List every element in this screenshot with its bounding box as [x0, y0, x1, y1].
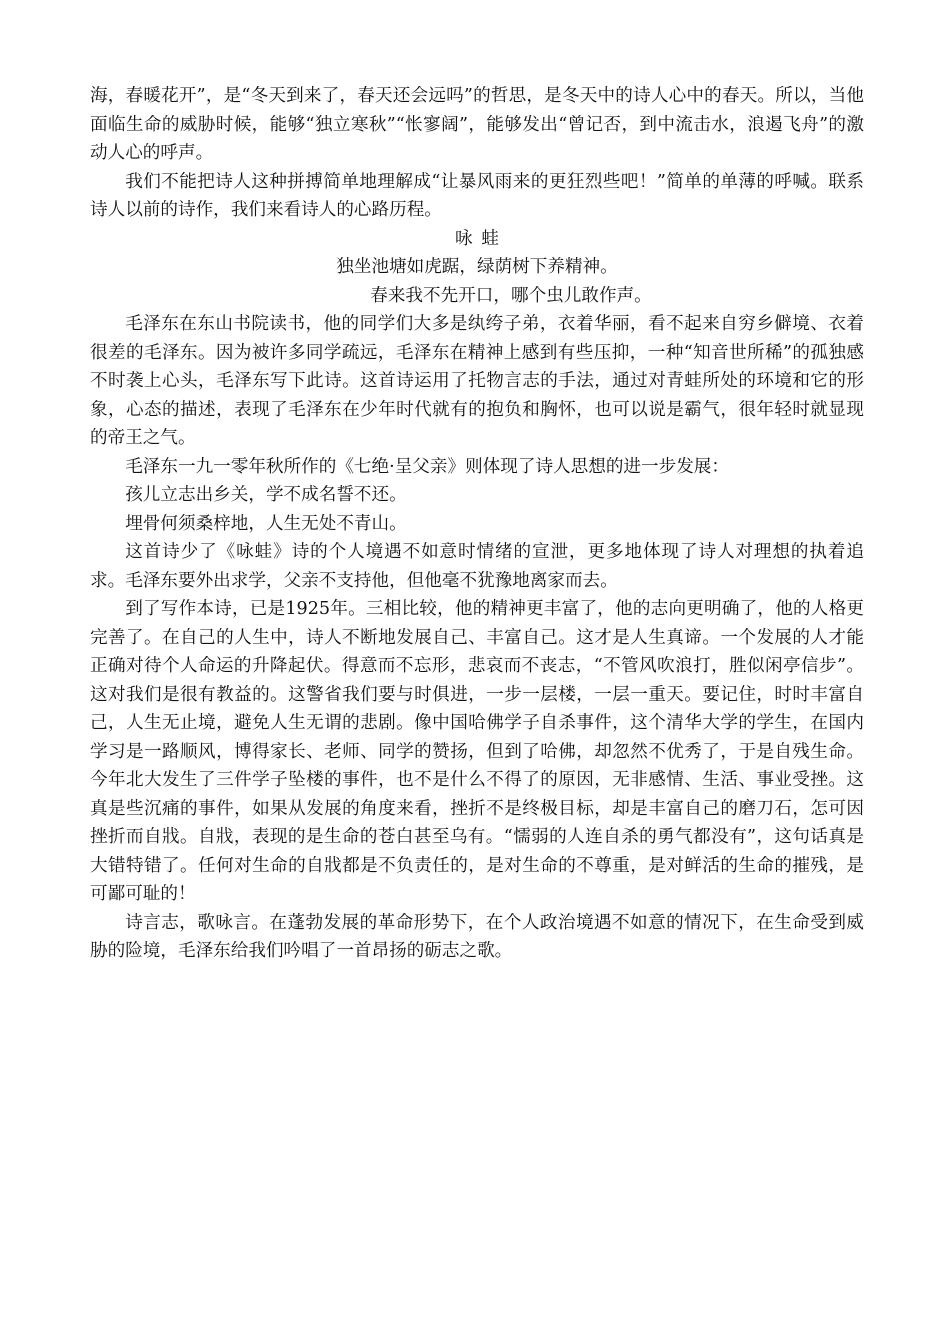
paragraph-1: 海，春暖花开”，是“冬天到来了，春天还会远吗”的哲思，是冬天中的诗人心中的春天。所以，当他面临生命的威胁时候，能够“独立寒秋”“怅寥阔”，能够发出“曾记否，到中流击水，浪遏飞舟”的激动人心的呼声。: [90, 86, 864, 163]
poem-father-line-1: 孩儿立志出乡关，学不成名誓不还。: [125, 485, 407, 505]
poem-yongwa-line-2: 春来我不先开口，哪个虫儿敢作声。: [370, 285, 652, 306]
paragraph-3: 毛泽东在东山书院读书，他的同学们大多是纨绔子弟，衣着华丽，看不起来自穷乡僻境、衣着很差的毛泽东。因为被许多同学疏远，毛泽东在精神上感到有些压抑，一种“知音世所稀”的孤独感不时袭上心头，毛泽东写下此诗。这首诗运用了托物言志的手法，通过对青蛙所处的环境和它的形象，心态的描述，表现了毛泽东在少年时代就有的抱负和胸怀，也可以说是霸气，很年轻时就显现的帝王之气。: [90, 314, 864, 448]
document-page: [90, 82, 864, 966]
poem-title-yongwa: 咏蛙: [455, 228, 508, 249]
poem-yongwa-line-1: 独坐池塘如虎踞，绿荫树下养精神。: [336, 257, 618, 277]
paragraph-2: 我们不能把诗人这种拼搏简单地理解成“让暴风雨来的更狂烈些吧！”简单的单薄的呼喊。联系诗人以前的诗作，我们来看诗人的心路历程。: [90, 171, 864, 220]
paragraph-6: 到了写作本诗，已是1925年。三相比较，他的精神更丰富了，他的志向更明确了，他的人格更完善了。在自己的人生中，诗人不断地发展自己、丰富自己。这才是人生真谛。一个发展的人才能正确对待个人命运的升降起伏。得意而不忘形，悲哀而不丧志，“不管风吹浪打，胜似闲亭信步”。这对我们是很有教益的。这警省我们要与时俱进，一步一层楼，一层一重天。要记住，时时丰富自己，人生无止境，避免人生无谓的悲剧。像中国哈佛学子自杀事件，这个清华大学的学生，在国内学习是一路顺风，博得家长、老师、同学的赞扬，但到了哈佛，却忽然不优秀了，于是自残生命。今年北大发生了三件学子坠楼的事件，也不是什么不得了的原因，无非感情、生活、事业受挫。这真是些沉痛的事件，如果从发展的角度来看，挫折不是终极目标，却是丰富自己的磨刀石，怎可因挫折而自戕。自戕，表现的是生命的苍白甚至乌有。“懦弱的人连自杀的勇气都没有”，这句话真是大错特错了。任何对生命的自戕都是不负责任的，是对生命的不尊重，是对鲜活的生命的摧残，是可鄙可耻的！: [90, 599, 864, 904]
paragraph-4: 毛泽东一九一零年秋所作的《七绝·呈父亲》则体现了诗人思想的进一步发展：: [125, 456, 729, 477]
poem-father-line-2: 埋骨何须桑梓地，人生无处不青山。: [125, 513, 407, 534]
paragraph-7: 诗言志，歌咏言。在蓬勃发展的革命形势下，在个人政治境遇不如意的情况下，在生命受到威胁的险境，毛泽东给我们吟唱了一首昂扬的砺志之歌。: [90, 912, 864, 961]
paragraph-5: 这首诗少了《咏蛙》诗的个人境遇不如意时情绪的宣泄，更多地体现了诗人对理想的执着追求。毛泽东要外出求学，父亲不支持他，但他毫不犹豫地离家而去。: [90, 542, 864, 591]
